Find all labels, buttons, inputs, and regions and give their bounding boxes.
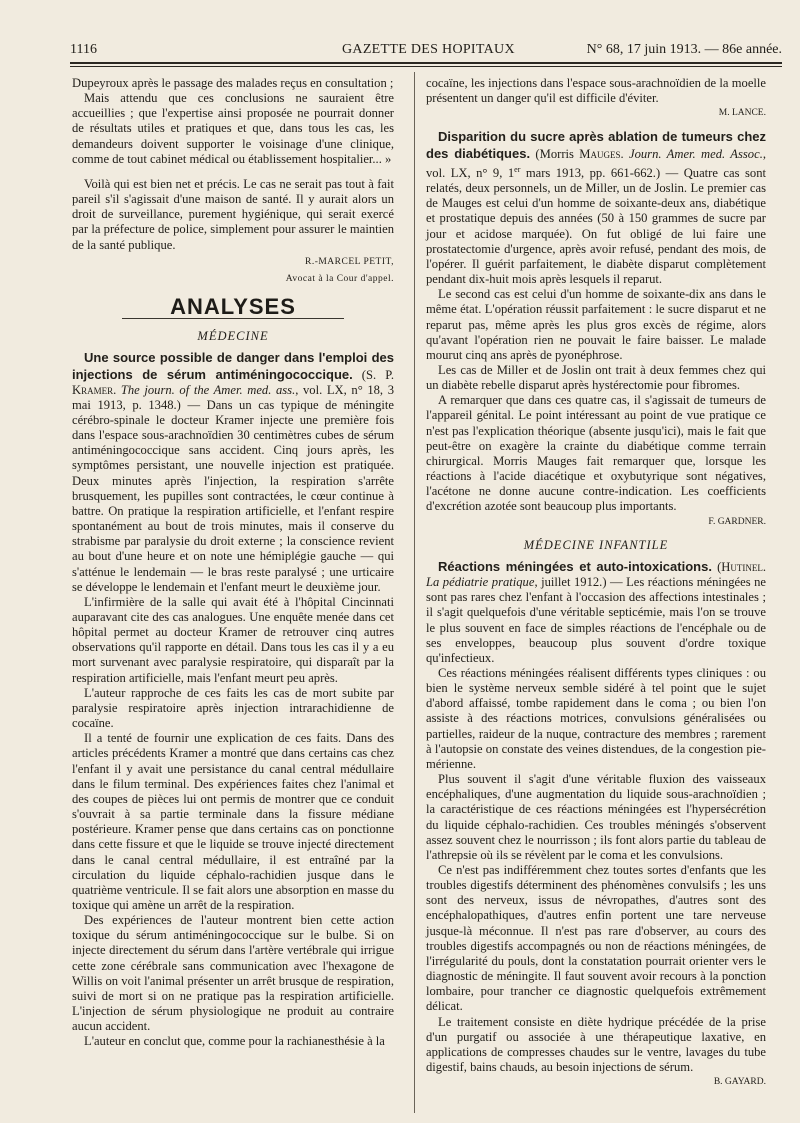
paragraph: L'infirmière de la salle qui avait été à l'hôpital Cincinnati auparavant cite des cas analogues. Une enquête menée dans cet hôpital permet au docteur Kramer de retrouver cinq autres observations qu'il rapporte en détail. Dans tous les cas il y a eu mort survenant avec paralysie respiratoire, qui disparaît par la respiration artificielle, mais l'enfant meurt peu après. [72,594,394,685]
paragraph: Des expériences de l'auteur montrent bien cette action toxique du sérum antiméningococcique sur le bulbe. Si on injecte directement du sérum dans l'artère vertébrale qui irrigue cette zone cérébrale sans communication avec l'hexagone de Willis on voit l'animal présenter un arrêt brusque de respiration, suivi de mort si on ne pratique pas la respiration artificielle. L'injection de sérum physiologique ne produit au contraire aucun accident. [72,913,394,1034]
paragraph: Ce n'est pas indifféremment chez toutes sortes d'enfants que les troubles digestifs déterminent des phénomènes convulsifs ; les uns sont des nerveux, issus de névropathes, d'autres sont des encéphalopathiques, d'autres enfin portent une tare nerveuse jusque-là méconnue. Il n'est pas rare d'observer, au cours des troubles digestifs accompagnés ou non de réactions méningées, de l'irrégularité du pouls, dont la constatation pourrait orienter vers le diagnostic de méningite. Il faut souvent avoir recours à la ponction lombaire, pour trancher ce diagnostic quelquefois extrêmement délicat. [426,863,766,1014]
article-author: Hutinel [721,559,763,574]
article-journal: Journ. Amer. med. Assoc. [629,146,763,161]
section-heading-medecine: MÉDECINE [197,329,269,344]
paragraph: cocaïne, les injections dans l'espace sous-arachnoïdien de la moelle présentent un danger qu'il est difficile d'éviter. [426,76,766,106]
paragraph: Dupeyroux après le passage des malades reçus en consultation ; [72,76,394,90]
right-column [426,76,766,1098]
article-author: Mauges [579,146,621,161]
header-rule-thick [70,62,782,64]
article-title: Une source possible de danger dans l'emploi des injections de sérum antiméningococcique. [72,350,394,382]
left-column [72,76,394,1050]
paragraph: Ces réactions méningées réalisent différents types cliniques : ou bien le système nerveux semble sidéré à tel point que le sujet d'abord affaissé, tombe rapidement dans le coma ; ou bien l'on assiste à des réactions motrices, convulsions généralisées ou partielles, raideur de la nuque, contracture des membres ; rarement à l'autopsie on constate des veines distendues, de la congestion pie-mérienne. [426,665,766,771]
article-author: Kramer [72,382,114,397]
signature-role: Avocat à la Cour d'appel. [285,273,394,284]
article-journal: The journ. of the Amer. med. ass. [120,382,296,397]
paragraph: L'auteur en conclut que, comme pour la rachianesthésie à la [84,1034,385,1049]
column-divider [414,72,415,1113]
signature: B. GAYARD. [713,1077,766,1088]
paragraph: Plus souvent il s'agit d'une véritable fluxion des vaisseaux encéphaliques, d'une augmentation du liquide sous-arachnoïdien ; la caractéristique de ces réactions méningées est l'hypersécrétion du liquide céphalo-rachidien. Ces troubles méningés s'observent assez souvent chez le nourrisson ; ils font alors partie du tableau de l'athrepsie où ils se révèlent par le coma et les convulsions. [426,772,766,862]
paragraph: Les cas de Miller et de Joslin ont trait à deux femmes chez qui un diabète rebelle disparut après hystérectomie pour fibromes. [426,363,766,393]
signature-name: R.-MARCEL PETIT, [304,256,394,267]
journal-title: GAZETTE DES HOPITAUX [342,42,515,57]
paragraph: Mais attendu que ces conclusions ne sauraient être accueillies ; que l'expertise ainsi proposée ne pourrait donner de résultats utiles et pratiques et que, dans tous les cas, les demandeurs doivent supporter le voisinage d'une clinique, comme de tout cabinet médical ou établissement hospitalier... » [72,91,394,166]
paragraph: L'auteur rapproche de ces faits les cas de mort subite par paralysie respiratoire après injection intrarachidienne de cocaïne. [72,685,394,731]
issue-info: N° 68, 17 juin 1913. — 86e année. [586,42,782,57]
header-rule-thin [70,66,782,67]
page-number: 1116 [70,42,97,57]
signature: M. LANCE. [718,108,766,119]
article-paragraph: Une source possible de danger dans l'emploi des injections de sérum antiméningococcique. (S. P. Kramer. The journ. of the Amer. med. ass., vol. LX, n° 18, 3 mai 1913, p. 1348.) — Dans un cas typique de méningite cérébro-spinale le docteur Kramer injecte une première fois dans l'espace sous-arachnoïdien 30 centimètres cubes de sérum antiméningococcique sans accident. Cinq jours après, les symptômes persistant, une nouvelle injection est pratiquée. Deux minutes après l'injection, la respiration s'arrête brusquement, les pupilles sont contractées, le cœur continue à battre. On pratique la respiration artificielle, et l'enfant respire spontanément au bout de trois minutes, mais il conserve du strabisme par paralysie du droit externe ; la conscience revient au bout d'une heure et on note une hémiplégie gauche — qui s'atténue le lendemain — le bras reste paralysé ; une urticaire se développe le lendemain et l'enfant meurt le deuxième jour. [72,350,394,594]
paragraph: Voilà qui est bien net et précis. Le cas ne serait pas tout à fait pareil s'il s'agissait d'une maison de santé. Il y aurait alors un droit de surveillance, purement hygiénique, qui serait exercé par la préfecture de police, simplement pour assurer le maintien de la santé publique. [72,176,394,252]
analyses-heading: ANALYSES [170,294,296,320]
article-paragraph: Réactions méningées et auto-intoxications. (Hutinel. La pédiatrie pratique, juillet 1912.) — Les réactions méningées ne sont pas rares chez l'enfant à l'occasion des affections intestinales ; il s'agit quelquefois d'une véritable septicémie, mais l'on se trouve le plus souvent en face de simples réactions de l'encéphale ou de ses enveloppes, beaucoup plus souvent d'ordre toxique qu'infectieux. [426,558,767,665]
article-title: Disparition du sucre après ablation de tumeurs chez des diabétiques. [426,129,766,161]
article-journal: La pédiatrie pratique [426,575,535,590]
paragraph: Le traitement consiste en diète hydrique précédée de la prise d'un purgatif ou associée à une thérapeutique laxative, en applications de compresses chaudes sur le ventre, lavages du tube digestif, bains chauds, au besoin injections de sérum. [426,1014,766,1075]
paragraph: A remarquer que dans ces quatre cas, il s'agissait de tumeurs de l'appareil génital. Le point intéressant au point de vue pratique ce n'est pas l'explication théorique (absente jusqu'ici), mais le fait que peut-être on exagère la crainte du diabétique comme terrain chirurgical. Morris Mauges fait remarquer que, lorsque les réactions à l'acide diacétique et oxybutyrique sont négatives, l'acétone ne donne aucune contre-indication. Les coefficients d'excrétion azotée sont beaucoup plus importants. [426,393,766,514]
paragraph: Le second cas est celui d'un homme de soixante-dix ans dans le même état. L'opération réussit parfaitement : le sucre disparut et ne reparut pas, même après les plus gros excès de régime, alors qu'avant l'opération rien ne pouvait le faire baisser. Le malade mourut cinq ans après de pyonéphrose. [426,287,766,362]
article-paragraph: Disparition du sucre après ablation de tumeurs chez des diabétiques. (Morris Mauges. Journ. Amer. med. Assoc., vol. LX, n° 9, 1er mars 1913, pp. 661-662.) — Quatre cas sont relatés, deux personnels, un de Miller, un de Joslin. Le premier cas de Mauges est celui d'un homme de soixante-deux ans, diabétique et prostatique depuis des années (50 à 150 grammes de sucre par jour et acidose marquée). On fut obligé de lui faire une prostatectomie d'urgence, après avoir refusé, pendant des mois, de l'opérer. Il guérit parfaitement, le diabète disparut complètement pendant dix-huit mois après lesquels il reparut. [426,129,766,287]
paragraph: Il a tenté de fournir une explication de ces faits. Dans des articles précédents Kramer a montré que dans certains cas chez l'enfant il y avait une persistance du canal central médullaire dans le filum terminal. Des expériences faites chez l'animal et des coupes de pièces lui ont permis de montrer que ce conduit s'ouvrait à sa partie terminale dans la fissure médiane postérieure. Kramer pense que dans certains cas on ponctionne dans cette fissure et que le liquide se trouve injecté directement dans le canal central médullaire, il est entraîné par la circulation du liquide céphalo-rachidien jusque dans le quatrième ventricule. Il se fait alors une absorption en masse du toxique qui amène un arrêt de la respiration. [72,731,394,912]
section-heading-infantile: MÉDECINE INFANTILE [523,537,669,552]
article-title: Réactions méningées et auto-intoxications. [438,558,712,574]
page-header [70,38,782,60]
signature: F. GARDNER. [708,516,766,527]
